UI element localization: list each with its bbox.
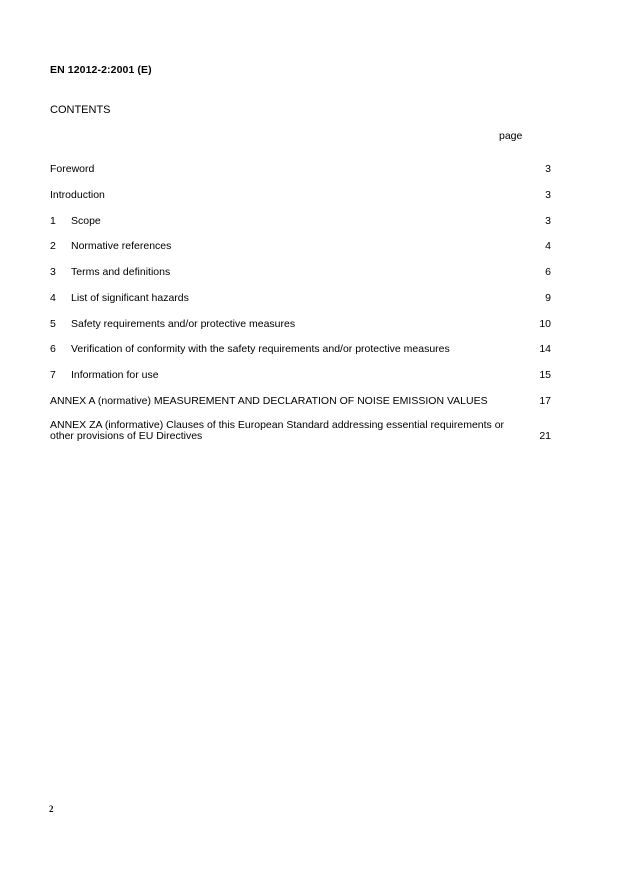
toc-entry-title: Scope [71, 215, 101, 227]
toc-entry-title: Verification of conformity with the safety requirements and/or protective measures [71, 343, 450, 355]
toc-entry-page: 21 [539, 430, 551, 442]
toc-entry-title: Foreword [50, 163, 95, 175]
toc-entry-title: Terms and definitions [71, 266, 171, 278]
toc-entry-annex-za [50, 420, 551, 443]
document-id: EN 12012-2:2001 (E) [50, 64, 152, 76]
toc-entry-normative-references [50, 240, 551, 254]
toc-entry-title: Safety requirements and/or protective measures [71, 318, 296, 330]
toc-entry-number: 6 [50, 343, 56, 355]
toc-entry-foreword [50, 163, 551, 177]
toc-entry-title: List of significant hazards [71, 292, 189, 304]
toc-entry-scope [50, 215, 551, 229]
toc-entry-page: 17 [539, 395, 551, 407]
toc-entry-introduction [50, 189, 551, 203]
toc-entry-page: 9 [545, 292, 551, 304]
contents-heading: CONTENTS [50, 104, 111, 116]
toc-entry-title: Information for use [71, 369, 159, 381]
toc-entry-annex-a [50, 395, 551, 409]
toc-entry-safety-requirements [50, 318, 551, 332]
toc-entry-number: 7 [50, 369, 56, 381]
toc-entry-number: 4 [50, 292, 56, 304]
footer-page-number: 2 [49, 804, 54, 814]
toc-entry-title-line2: other provisions of EU Directives [50, 430, 203, 442]
toc-entry-hazards [50, 292, 551, 306]
toc-entry-number: 3 [50, 266, 56, 278]
toc-entry-title: Normative references [71, 240, 172, 252]
toc-entry-terms-definitions [50, 266, 551, 280]
toc-entry-page: 4 [545, 240, 551, 252]
toc-entry-number: 1 [50, 215, 56, 227]
toc-entry-page: 10 [539, 318, 551, 330]
toc-entry-page: 6 [545, 266, 551, 278]
toc-entry-page: 15 [539, 369, 551, 381]
toc-entry-information-for-use [50, 369, 551, 383]
toc-entry-page: 3 [545, 163, 551, 175]
toc-entry-number: 2 [50, 240, 56, 252]
toc-entry-page: 3 [545, 215, 551, 227]
toc-entry-verification [50, 343, 551, 357]
toc-entry-page: 3 [545, 189, 551, 201]
page-column-label: page [499, 130, 523, 142]
toc-entry-number: 5 [50, 318, 56, 330]
toc-entry-page: 14 [539, 343, 551, 355]
toc-entry-title: Introduction [50, 189, 105, 201]
toc-entry-title: ANNEX A (normative) MEASUREMENT AND DECLARATION OF NOISE EMISSION VALUES [50, 395, 488, 407]
toc-entry-title-line1: ANNEX ZA (informative) Clauses of this European Standard addressing essential requirements or [50, 419, 505, 431]
